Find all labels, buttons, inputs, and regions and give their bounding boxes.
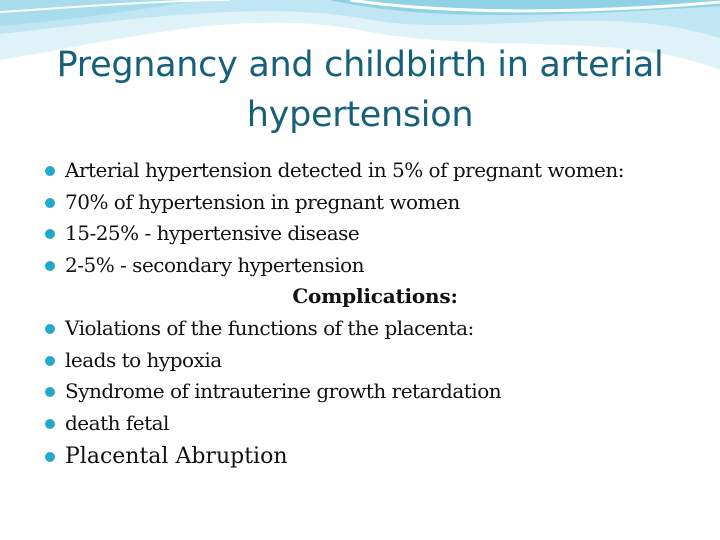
bullet-icon — [45, 419, 55, 429]
list-item-text: Placental Abruption — [65, 444, 288, 470]
list-item — [45, 408, 705, 440]
list-item — [45, 250, 705, 282]
list-item-text: leads to hypoxia — [65, 347, 222, 372]
list-item-text: Syndrome of intrauterine growth retardation — [65, 379, 502, 404]
complications-heading: Complications: — [292, 284, 458, 309]
bullet-icon — [45, 261, 55, 271]
list-item-text: 2-5% - secondary hypertension — [65, 252, 365, 277]
slide-title: Pregnancy and childbirth in arterial hypertension — [56, 45, 664, 135]
list-item — [45, 155, 705, 187]
list-item — [45, 187, 705, 219]
list-item — [45, 313, 705, 345]
bullet-list — [45, 155, 705, 475]
bullet-icon — [45, 324, 55, 334]
list-item — [45, 376, 705, 408]
list-item — [45, 218, 705, 250]
list-item-text: 70% of hypertension in pregnant women — [65, 189, 460, 214]
list-item-text: Violations of the functions of the placenta: — [65, 315, 474, 340]
list-item — [45, 439, 705, 475]
bullet-icon — [45, 229, 55, 239]
bullet-icon — [45, 387, 55, 397]
list-item-text: Arterial hypertension detected in 5% of pregnant women: — [65, 158, 625, 182]
list-item — [45, 345, 705, 377]
bullet-icon — [45, 166, 55, 176]
bullet-icon — [45, 198, 55, 208]
bullet-icon — [45, 452, 55, 462]
bullet-icon — [45, 356, 55, 366]
list-item-text: death fetal — [65, 410, 169, 435]
list-item-text: 15-25% - hypertensive disease — [65, 221, 360, 246]
